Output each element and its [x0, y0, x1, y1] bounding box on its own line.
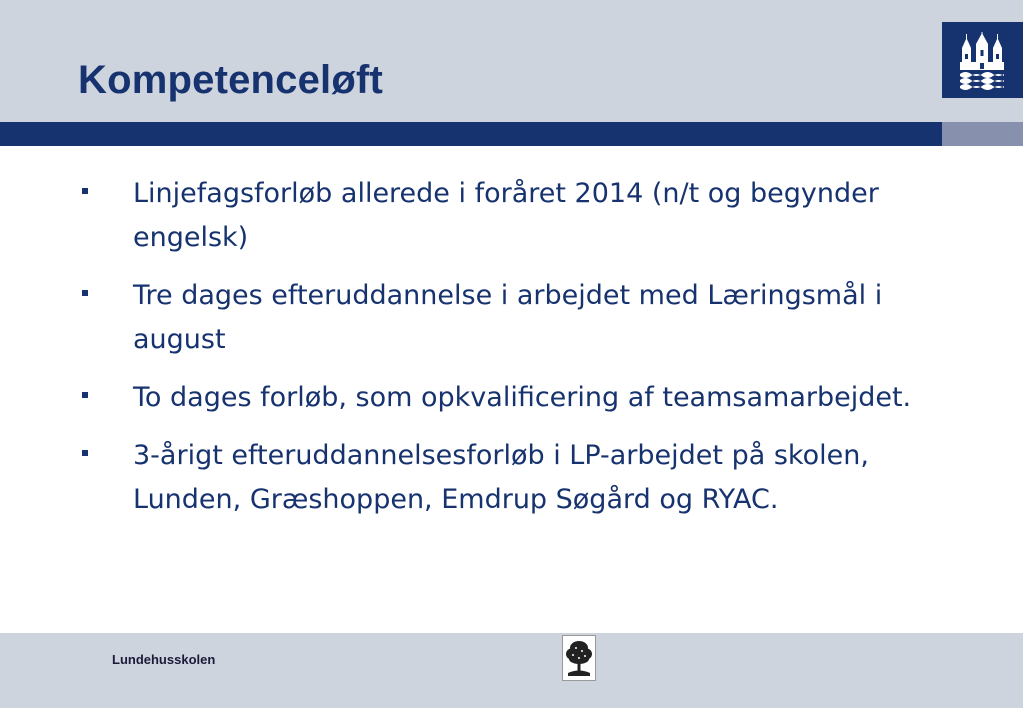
list-item	[0, 434, 1023, 522]
bullet-marker	[82, 188, 88, 194]
bullet-marker	[82, 392, 88, 398]
list-item	[0, 376, 1023, 420]
slide-title: Kompetenceløft	[78, 58, 384, 102]
bullet-marker	[82, 290, 88, 296]
bullet-list	[0, 172, 1023, 536]
header-band-accent	[942, 122, 1023, 146]
header-band	[0, 122, 942, 146]
list-item	[0, 172, 1023, 260]
slide-header	[0, 0, 1023, 122]
bullet-text: To dages forløb, som opkvalificering af teamsamarbejdet.	[133, 382, 912, 413]
slide-footer	[0, 633, 1023, 708]
copenhagen-castle-emblem-icon	[957, 32, 1007, 90]
list-item	[0, 274, 1023, 362]
footer-logo	[562, 635, 596, 681]
bullet-text: Linjefagsforløb allerede i foråret 2014 (n/t og begynder engelsk)	[133, 178, 879, 253]
tree-emblem-icon	[562, 635, 596, 681]
bullet-text: Tre dages efteruddannelse i arbejdet med Læringsmål i august	[133, 280, 883, 355]
school-name: Lundehusskolen	[112, 652, 216, 667]
header-logo	[942, 22, 1023, 98]
bullet-text: 3-årigt efteruddannelsesforløb i LP-arbejdet på skolen, Lunden, Græshoppen, Emdrup Søgård og RYAC.	[133, 440, 869, 515]
bullet-marker	[82, 450, 88, 456]
